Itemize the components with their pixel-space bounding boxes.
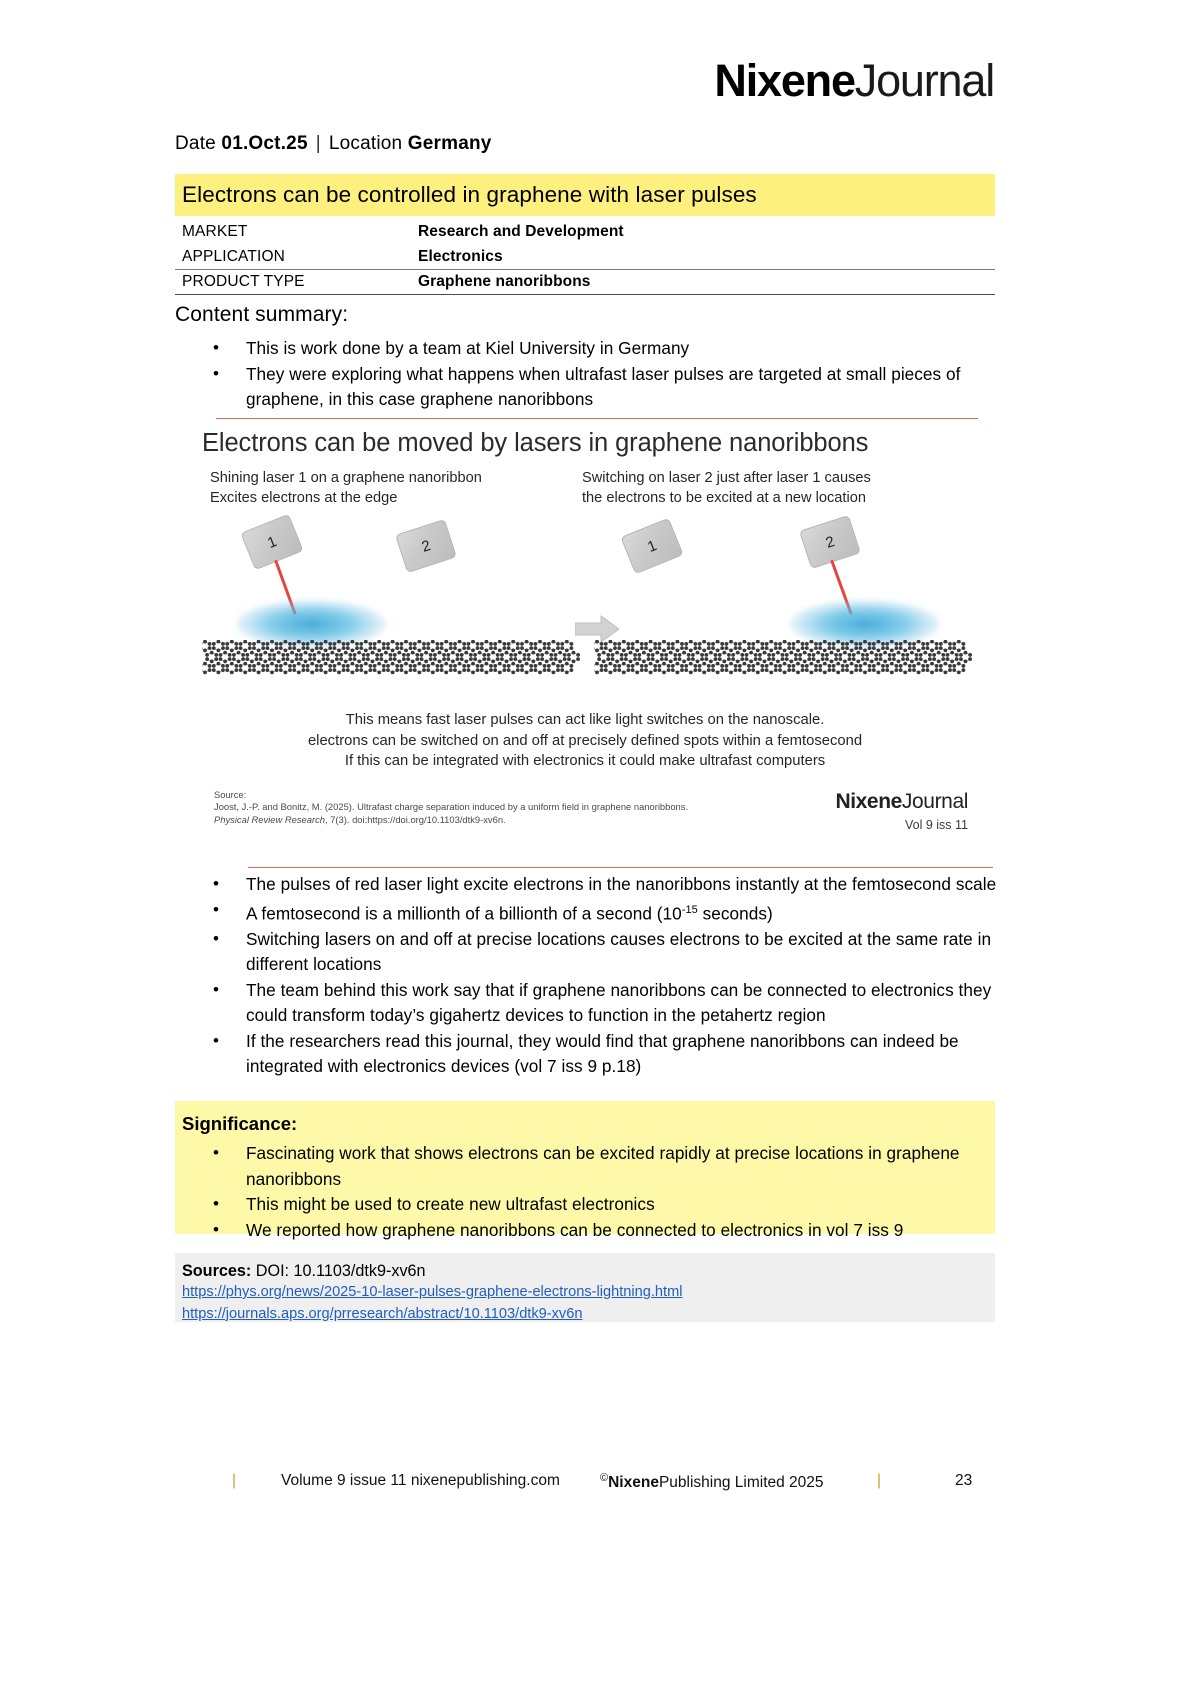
date-value: 01.Oct.25: [221, 133, 308, 154]
sources-doi: DOI: 10.1103/dtk9-xv6n: [255, 1262, 426, 1280]
table-row: [175, 244, 995, 269]
figure-logo-block: [835, 790, 968, 832]
dateline: [175, 133, 492, 155]
list-item: • They were exploring what happens when ultrafast laser pulses are targeted at small pieces of graphene, in this case graphene nanoribbons: [175, 362, 995, 413]
figure-top-rule: [216, 418, 978, 419]
footer-copyright: [600, 1472, 824, 1492]
significance-section: [175, 1101, 995, 1240]
figure-volume-label: Vol 9 iss 11: [904, 818, 968, 832]
date-label: Date: [175, 133, 216, 154]
figure-source-rest: , 7(3). doi:https://doi.org/10.1103/dtk9-xv6n.: [324, 813, 506, 825]
figure-panel-before: [202, 508, 582, 698]
page-title: Electrons can be controlled in graphene with laser pulses: [182, 182, 757, 207]
figure-title: Electrons can be moved by lasers in graphene nanoribbons: [202, 429, 869, 457]
table-row: [175, 269, 995, 294]
infographic-figure: [192, 418, 978, 858]
graphene-lattice-left: [202, 640, 582, 692]
footer-copyright-bold: Nixene: [608, 1474, 659, 1492]
figure-note-line3: If this can be integrated with electronics it could make ultrafast computers: [344, 753, 826, 769]
meta-value-product-type: Graphene nanoribbons: [418, 273, 591, 290]
table-row: [175, 219, 995, 244]
list-item: • The pulses of red laser light excite electrons in the nanoribbons instantly at the femtosecond scale: [175, 872, 1000, 898]
sources-box: [175, 1253, 995, 1322]
list-item: [175, 898, 1000, 927]
laser-device-1-after: [620, 518, 683, 575]
figure-caption-left: [210, 468, 550, 508]
laser-device-2: [395, 519, 457, 573]
list-item: • The team behind this work say that if graphene nanoribbons can be connected to electronics they could transform today’s gigahertz devices to function in the petahertz region: [175, 978, 1000, 1029]
figure-source-line1: Joost, J.-P. and Bonitz, M. (2025). Ultrafast charge separation induced by a uniform field in graphene nanoribbons.: [214, 801, 689, 813]
figure-panel-after: [594, 508, 974, 698]
dateline-separator: |: [315, 133, 321, 154]
figure-caption-left-line2: Excites electrons at the edge: [210, 490, 398, 506]
figure-source-label: Source:: [214, 789, 247, 800]
article-title-bar: [175, 174, 995, 216]
figure-caption-right-line2: the electrons to be excited at a new location: [582, 490, 866, 506]
graphene-lattice-right: [594, 640, 974, 692]
content-summary-list: [175, 336, 995, 413]
figure-caption-right-line1: Switching on laser 2 just after laser 1 causes: [582, 470, 871, 486]
list-item: • This is work done by a team at Kiel University in Germany: [175, 336, 995, 362]
footer-pipe-right: |: [877, 1472, 882, 1489]
meta-value-market: Research and Development: [418, 222, 624, 240]
page-footer: [0, 1472, 1190, 1498]
significance-heading: Significance:: [182, 1113, 298, 1134]
laser-device-1: [240, 514, 303, 571]
meta-key-product-type: PRODUCT TYPE: [182, 273, 305, 290]
footer-pipe-left: |: [232, 1472, 237, 1489]
lower-bullet-list: [175, 872, 1000, 1080]
figure-caption-left-line1: Shining laser 1 on a graphene nanoribbon: [210, 470, 482, 486]
femtosecond-suffix: seconds): [697, 903, 773, 924]
figure-note-line2: electrons can be switched on and off at precisely defined spots within a femtosecond: [307, 732, 863, 749]
laser-2-label-after: 2: [823, 532, 837, 552]
list-item: • Fascinating work that shows electrons can be excited rapidly at precise locations in graphene nanoribbons: [175, 1141, 995, 1192]
metadata-bottom-rule: [175, 294, 995, 295]
sources-label: Sources:: [182, 1262, 252, 1280]
figure-bottom-rule: [248, 867, 993, 868]
femtosecond-prefix: A femtosecond is a millionth of a billionth of a second (10: [246, 903, 682, 924]
laser-1-label: 1: [264, 532, 280, 552]
sources-doi-line: [182, 1262, 995, 1281]
meta-value-application: Electronics: [418, 247, 503, 265]
footer-copyright-symbol: ©: [600, 1472, 609, 1484]
figure-caption-right: [582, 468, 942, 508]
meta-key-application: APPLICATION: [182, 247, 285, 265]
masthead-bold: Nixene: [714, 55, 855, 106]
list-item: • We reported how graphene nanoribbons can be connected to electronics in vol 7 iss 9: [175, 1218, 995, 1244]
figure-source-line2: [214, 814, 734, 826]
footer-volume: Volume 9 issue 11 nixenepublishing.com: [281, 1472, 560, 1489]
list-item: • If the researchers read this journal, they would find that graphene nanoribbons can indeed be integrated with electronics devices (vol 7 iss 9 p.18): [175, 1029, 1000, 1080]
footer-copyright-rest: Publishing Limited 2025: [658, 1474, 824, 1492]
figure-logo: [835, 790, 968, 814]
source-link-aps[interactable]: https://journals.aps.org/prresearch/abstract/10.1103/dtk9-xv6n: [182, 1306, 583, 1322]
meta-key-market: MARKET: [182, 222, 248, 240]
laser-1-label-after: 1: [644, 536, 660, 556]
content-summary-heading: Content summary:: [175, 303, 349, 326]
figure-source-citation: [214, 789, 734, 826]
masthead-light: Journal: [854, 55, 994, 106]
figure-logo-light: Journal: [901, 790, 968, 813]
source-link-phys-org[interactable]: https://phys.org/news/2025-10-laser-pulses-graphene-electrons-lightning.html: [182, 1284, 683, 1300]
laser-2-label: 2: [419, 536, 433, 556]
figure-note-line1: This means fast laser pulses can act like light switches on the nanoscale.: [345, 712, 825, 728]
metadata-table: [175, 219, 995, 295]
figure-logo-bold: Nixene: [835, 790, 902, 813]
list-item: • Switching lasers on and off at precise locations causes electrons to be excited at the same rate in different locations: [175, 927, 1000, 978]
masthead-logo: [714, 55, 994, 106]
figure-source-journal: Physical Review Research: [214, 813, 325, 825]
list-item: • This might be used to create new ultrafast electronics: [175, 1192, 995, 1218]
footer-page-number: 23: [955, 1472, 973, 1489]
figure-note: [192, 710, 978, 772]
location-value: Germany: [407, 133, 492, 154]
location-label: Location: [328, 133, 403, 154]
femtosecond-exponent: -15: [681, 903, 698, 916]
